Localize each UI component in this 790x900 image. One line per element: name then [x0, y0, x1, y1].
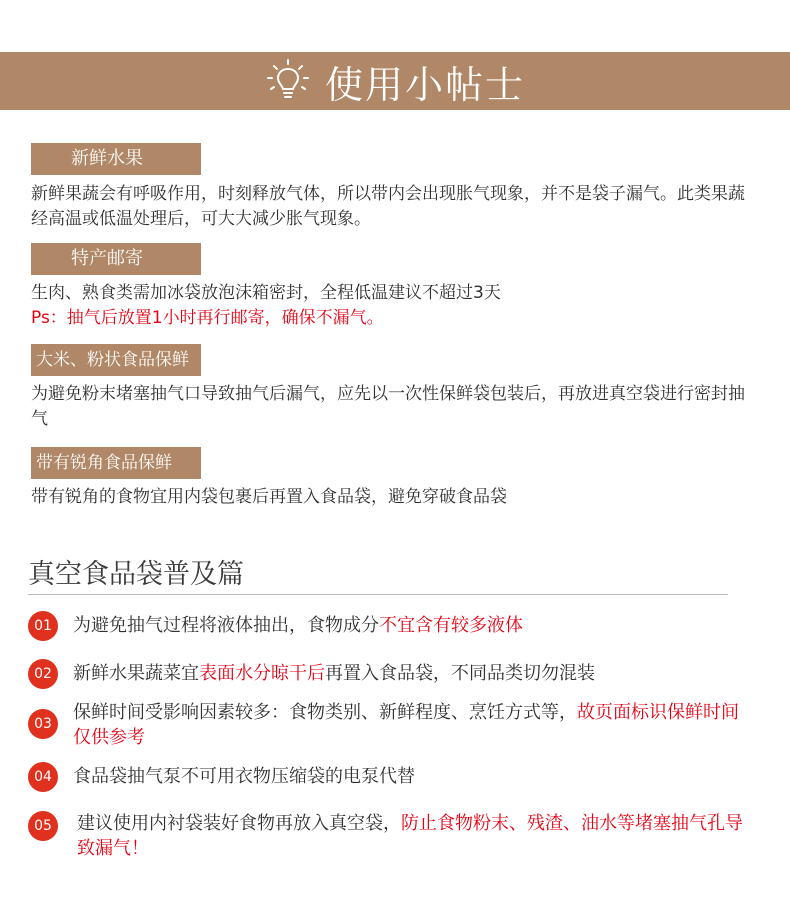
tip-text: 新鲜水果蔬菜宜 [73, 663, 199, 684]
heading-divider [28, 594, 728, 595]
tip-item [77, 811, 753, 861]
section-label-powder-food: 大米、粉状食品保鲜 [31, 344, 201, 376]
tip-text: 食品袋抽气泵不可用衣物压缩袋的电泵代替 [73, 766, 415, 787]
number-badge: 04 [28, 762, 58, 792]
section-text-sharp-food: 带有锐角的食物宜用内袋包裹后再置入食品袋，避免穿破食品袋 [31, 487, 507, 507]
tip-text: 为避免抽气过程将液体抽出，食物成分 [73, 615, 379, 636]
tips-banner [0, 52, 790, 110]
tip-text-after: 再置入食品袋，不同品类切勿混装 [325, 663, 595, 684]
tip-highlight: 故页面标识保鲜时间仅供参考 [73, 702, 739, 748]
tip-item [73, 700, 753, 750]
tip-highlight: 防止食物粉末、残渣、油水等堵塞抽气孔导致漏气！ [77, 813, 743, 859]
lightbulb-icon [265, 58, 311, 104]
tip-item [73, 764, 753, 789]
section-text-fresh-fruit: 新鲜果蔬会有呼吸作用，时刻释放气体，所以带内会出现胀气现象，并不是袋子漏气。此类果蔬经高温或低温处理后，可大大减少胀气现象。 [31, 184, 745, 229]
section-label-sharp-food: 带有锐角食品保鲜 [31, 447, 201, 479]
tip-text: 建议使用内衬袋装好食物再放入真空袋， [77, 813, 401, 834]
section-text-specialty-mail: 生肉、熟食类需加冰袋放泡沫箱密封，全程低温建议不超过3天 [31, 283, 501, 303]
tip-highlight: 表面水分晾干后 [199, 663, 325, 684]
banner-title: 使用小帖士 [324, 62, 525, 107]
number-badge: 01 [28, 611, 58, 641]
number-badge: 02 [28, 659, 58, 689]
number-badge: 05 [28, 811, 58, 841]
number-badge: 03 [28, 709, 58, 739]
tip-item [73, 661, 753, 686]
section-text-powder-food: 为避免粉末堵塞抽气口导致抽气后漏气，应先以一次性保鲜袋包装后，再放进真空袋进行密封抽气 [31, 384, 745, 429]
tip-text: 保鲜时间受影响因素较多：食物类别、新鲜程度、烹饪方式等， [73, 702, 577, 723]
section-label-fresh-fruit: 新鲜水果 [31, 143, 201, 175]
tip-item [73, 613, 753, 638]
popular-heading: 真空食品袋普及篇 [28, 559, 244, 590]
section-note-specialty-mail: Ps：抽气后放置1小时再行邮寄，确保不漏气。 [31, 308, 384, 328]
section-label-specialty-mail: 特产邮寄 [31, 243, 201, 275]
tip-highlight: 不宜含有较多液体 [379, 615, 523, 636]
